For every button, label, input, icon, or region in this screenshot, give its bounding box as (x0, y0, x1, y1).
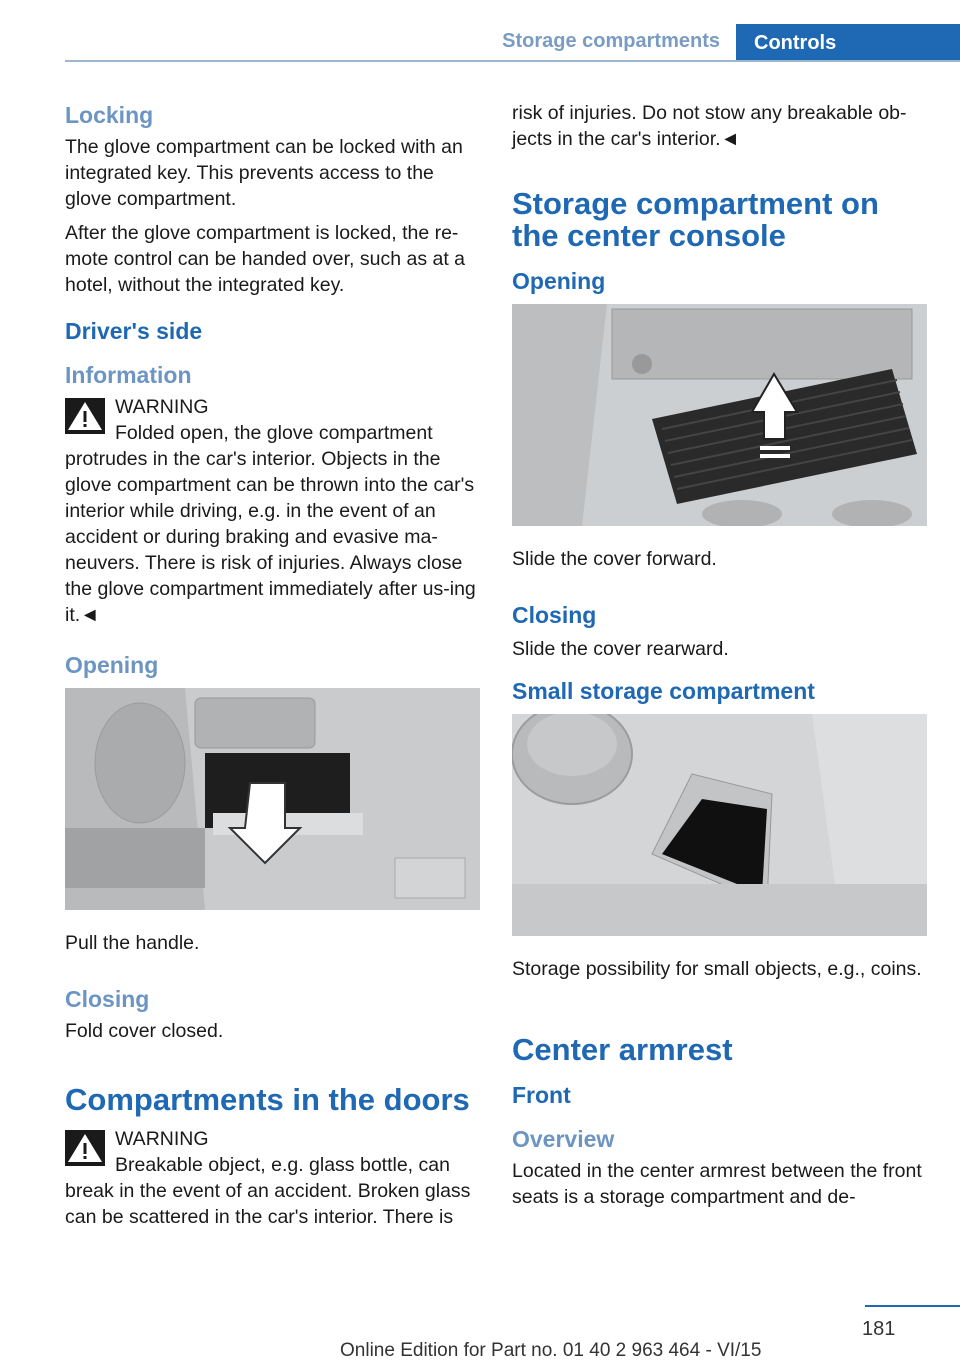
caption-slide-forward: Slide the cover forward. (512, 548, 717, 570)
header-section-title: Storage compartments (502, 30, 720, 52)
left-column (65, 100, 480, 1230)
heading-opening-console: Opening (512, 268, 606, 294)
heading-center-console: Storage compartment on the center console (512, 186, 879, 253)
page-number: 181 (862, 1318, 896, 1340)
header-rule (65, 60, 960, 62)
heading-small-storage: Small storage compartment (512, 678, 815, 704)
warning-first-line: Breakable object, e.g. glass bottle, can (115, 1154, 450, 1176)
caption-fold-cover: Fold cover closed. (65, 1020, 224, 1042)
warning-continuation: risk of injuries. Do not stow any breakable ob-jects in the car's interior.◄ (512, 102, 907, 150)
warning-label: WARNING (115, 1128, 209, 1150)
caption-small-storage: Storage possibility for small objects, e.g., coins. (512, 958, 922, 980)
caption-slide-rearward: Slide the cover rearward. (512, 638, 729, 660)
warning-text: protrudes in the car's interior. Objects in the glove compartment can be thrown into the car's interior while driving, e.g. in the event of an accident or during braking and evasive ma-neuvers. There is risk of injuries. Always close the glove compartment immediately after us-ing it.◄ (65, 448, 476, 626)
heading-information: Information (65, 362, 192, 388)
heading-compartments-doors: Compartments in the doors (65, 1082, 470, 1117)
header-chapter-tab: Controls (736, 24, 960, 62)
heading-closing-glove: Closing (65, 986, 150, 1012)
heading-overview: Overview (512, 1126, 615, 1152)
footer-edition: Online Edition for Part no. 01 40 2 963 464 - VI/15 (340, 1340, 762, 1361)
warning-text: break in the event of an accident. Broken glass can be scattered in the car's interior. There is (65, 1180, 471, 1228)
caption-pull-handle: Pull the handle. (65, 932, 200, 954)
heading-center-armrest: Center armrest (512, 1032, 733, 1067)
small-storage-image (512, 714, 927, 936)
overview-text: Located in the center armrest between the front seats is a storage compartment and de- (512, 1160, 922, 1208)
glove-handle-illustration (65, 688, 480, 910)
warning-triangle-icon (65, 398, 105, 434)
heading-opening-glove: Opening (65, 652, 159, 678)
console-cover-illustration (512, 304, 927, 526)
warning-doors (65, 1126, 480, 1230)
warning-first-line: Folded open, the glove compartment (115, 422, 433, 444)
heading-drivers-side: Driver's side (65, 318, 203, 344)
heading-front: Front (512, 1082, 571, 1108)
glove-compartment-image (65, 688, 480, 910)
heading-closing-console: Closing (512, 602, 597, 628)
right-column (512, 100, 932, 1218)
center-console-image (512, 304, 927, 526)
warning-glove-compartment (65, 394, 480, 628)
warning-label: WARNING (115, 396, 209, 418)
heading-locking: Locking (65, 102, 154, 128)
locking-paragraph-2: After the glove compartment is locked, the re-mote control can be handed over, such as at a hotel, without the integrated key. (65, 222, 466, 296)
footer-rule (865, 1305, 960, 1307)
small-storage-illustration (512, 714, 927, 936)
warning-triangle-icon (65, 1130, 105, 1166)
locking-paragraph-1: The glove compartment can be locked with an integrated key. This prevents access to the glove compartment. (65, 136, 463, 210)
